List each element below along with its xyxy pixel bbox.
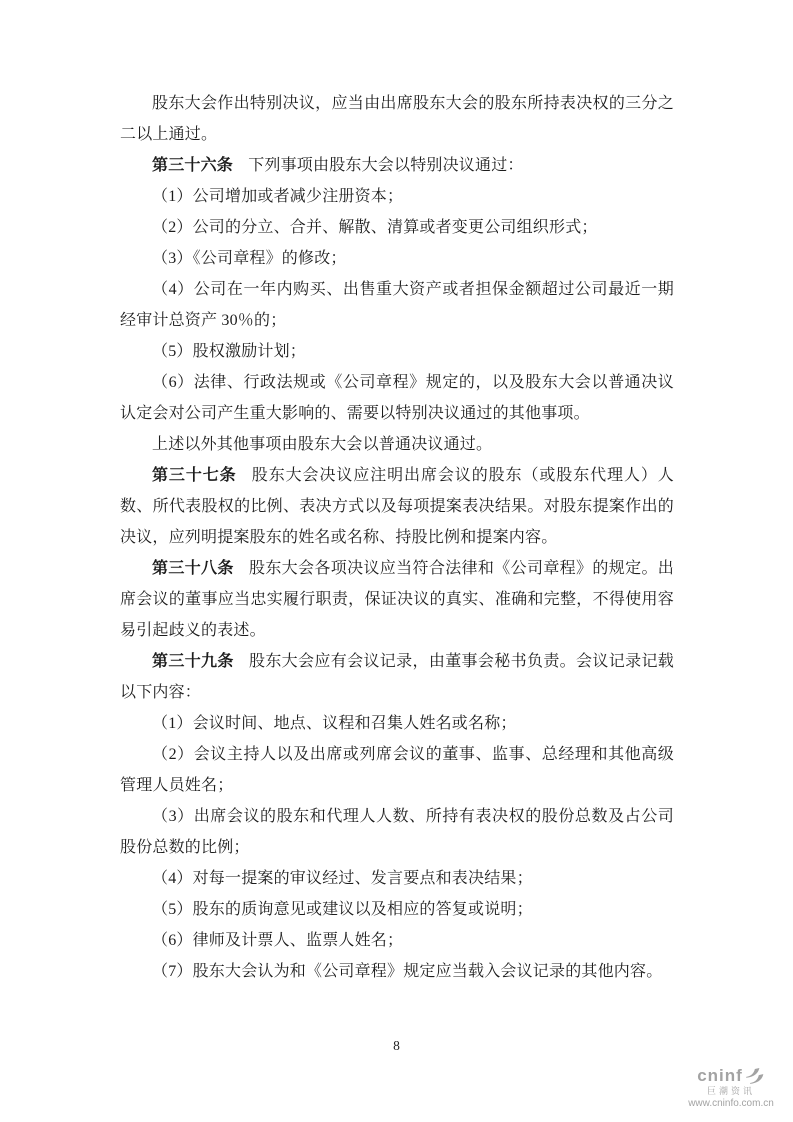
paragraph-text: 下列事项由股东大会以特别决议通过： bbox=[248, 157, 524, 174]
paragraph-article-37 bbox=[120, 460, 674, 553]
paragraph-text: （3）出席会议的股东和代理人人数、所持有表决权的股份总数及占公司股份总数的比例； bbox=[120, 808, 674, 856]
cninfo-swirl-icon bbox=[744, 1065, 765, 1086]
paragraph-text: （1）公司增加或者减少注册资本； bbox=[152, 188, 404, 205]
list-item bbox=[120, 367, 674, 429]
paragraph-text: 股东大会决议应注明出席会议的股东（或股东代理人）人数、所代表股权的比例、表决方式以及每项提案表决结果。对股东提案作出的决议，应列明提案股东的姓名或名称、持股比例和提案内容。 bbox=[120, 467, 674, 546]
paragraph bbox=[120, 429, 674, 460]
list-item bbox=[120, 212, 674, 243]
list-item bbox=[120, 336, 674, 367]
paragraph-text: （5）股东的质询意见或建议以及相应的答复或说明； bbox=[152, 901, 533, 918]
article-number: 第三十六条 bbox=[152, 157, 234, 174]
paragraph-article-38 bbox=[120, 553, 674, 646]
page-number: 8 bbox=[393, 1038, 400, 1053]
paragraph-text: （6）律师及计票人、监票人姓名； bbox=[152, 932, 404, 949]
paragraph-text: 股东大会作出特别决议，应当由出席股东大会的股东所持表决权的三分之二以上通过。 bbox=[120, 95, 674, 143]
paragraph-text: （3）《公司章程》的修改； bbox=[152, 250, 347, 267]
list-item bbox=[120, 181, 674, 212]
paragraph-text: （4）公司在一年内购买、出售重大资产或者担保金额超过公司最近一期经审计总资产 30％的； bbox=[120, 281, 674, 329]
paragraph-text: 股东大会应有会议记录，由董事会秘书负责。会议记录记载以下内容： bbox=[120, 653, 674, 701]
paragraph-text: （5）股权激励计划； bbox=[152, 343, 307, 360]
cninfo-brand-chinese: 巨潮资讯 bbox=[706, 1086, 755, 1096]
paragraph-text: （4）对每一提案的审议经过、发言要点和表决结果； bbox=[152, 870, 533, 887]
document-body bbox=[120, 88, 674, 987]
article-number: 第三十七条 bbox=[152, 467, 237, 484]
paragraph bbox=[120, 88, 674, 150]
paragraph-text: 上述以外其他事项由股东大会以普通决议通过。 bbox=[152, 436, 493, 453]
list-item bbox=[120, 739, 674, 801]
cninfo-url: www.cninfo.com.cn bbox=[688, 1098, 774, 1109]
cninfo-logo bbox=[672, 1064, 790, 1109]
list-item bbox=[120, 925, 674, 956]
article-number: 第三十九条 bbox=[152, 653, 234, 670]
paragraph-text: （1）会议时间、地点、议程和召集人姓名或名称； bbox=[152, 715, 517, 732]
list-item bbox=[120, 894, 674, 925]
paragraph-article-39 bbox=[120, 646, 674, 708]
list-item bbox=[120, 708, 674, 739]
paragraph-text: （6）法律、行政法规或《公司章程》规定的，以及股东大会以普通决议认定会对公司产生重大影响的、需要以特别决议通过的其他事项。 bbox=[120, 374, 674, 422]
list-item bbox=[120, 243, 674, 274]
paragraph-text: （2）会议主持人以及出席或列席会议的董事、监事、总经理和其他高级管理人员姓名； bbox=[120, 746, 674, 794]
article-number: 第三十八条 bbox=[152, 560, 234, 577]
list-item bbox=[120, 274, 674, 336]
paragraph-text: 股东大会各项决议应当符合法律和《公司章程》的规定。出席会议的董事应当忠实履行职责，保证决议的真实、准确和完整，不得使用容易引起歧义的表述。 bbox=[120, 560, 674, 639]
paragraph-text: （2）公司的分立、合并、解散、清算或者变更公司组织形式； bbox=[152, 219, 598, 236]
list-item bbox=[120, 956, 674, 987]
cninfo-brand-text: cninf bbox=[697, 1065, 743, 1085]
list-item bbox=[120, 801, 674, 863]
paragraph-article-36 bbox=[120, 150, 674, 181]
paragraph-text: （7）股东大会认为和《公司章程》规定应当载入会议记录的其他内容。 bbox=[152, 963, 663, 980]
list-item bbox=[120, 863, 674, 894]
cninfo-logo-row bbox=[672, 1064, 790, 1086]
